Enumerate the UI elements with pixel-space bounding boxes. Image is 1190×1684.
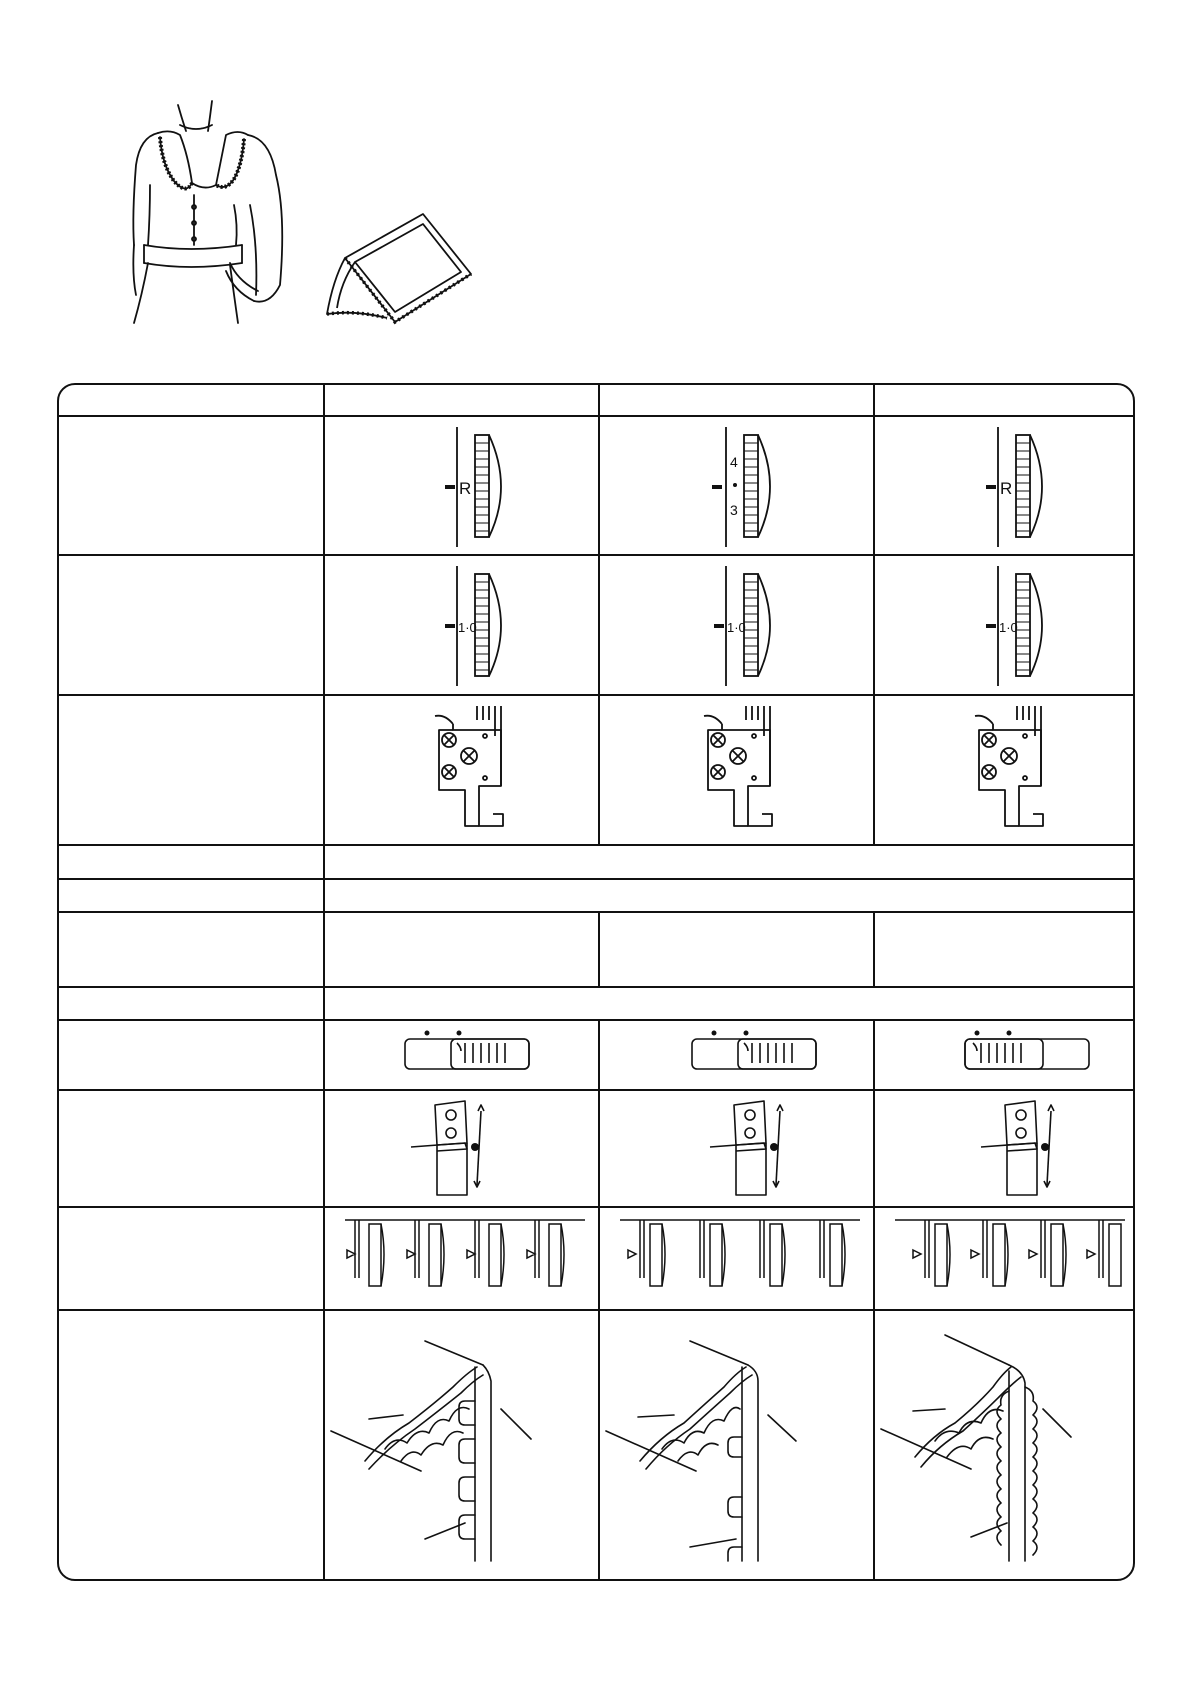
stitch-result-col2 [600, 1311, 873, 1581]
plate-setting-col1 [325, 1091, 598, 1206]
stitch-result-col1 [325, 1311, 598, 1581]
length-dial-label: 1·0 [458, 620, 477, 635]
lever-position-col2 [600, 1021, 873, 1089]
stitch-length-dial-col3 [875, 556, 1135, 694]
tension-dials-col1 [325, 1208, 598, 1309]
length-dial-label: 1·0 [727, 620, 746, 635]
length-dial-label: 1·0 [999, 620, 1018, 635]
handkerchief-illustration-icon [325, 210, 485, 325]
blouse-illustration-icon [130, 95, 310, 325]
svg-text:4: 4 [730, 454, 738, 470]
presser-foot-col2 [600, 696, 873, 844]
stitch-width-dial-col2 [600, 417, 873, 554]
width-dial-label: R [1000, 479, 1013, 498]
svg-text:3: 3 [730, 502, 738, 518]
width-dial-label: R [459, 479, 472, 498]
settings-table [57, 383, 1135, 1581]
lever-position-col1 [325, 1021, 598, 1089]
stitch-result-col3 [875, 1311, 1135, 1581]
stitch-width-dial-col1 [325, 417, 598, 554]
plate-setting-col3 [875, 1091, 1135, 1206]
lever-position-col3 [875, 1021, 1135, 1089]
plate-setting-col2 [600, 1091, 873, 1206]
presser-foot-col1 [325, 696, 598, 844]
stitch-width-dial-col3 [875, 417, 1135, 554]
presser-foot-col3 [875, 696, 1135, 844]
stitch-length-dial-col1 [325, 556, 598, 694]
tension-dials-col2 [600, 1208, 873, 1309]
tension-dials-col3 [875, 1208, 1135, 1309]
stitch-length-dial-col2 [600, 556, 873, 694]
